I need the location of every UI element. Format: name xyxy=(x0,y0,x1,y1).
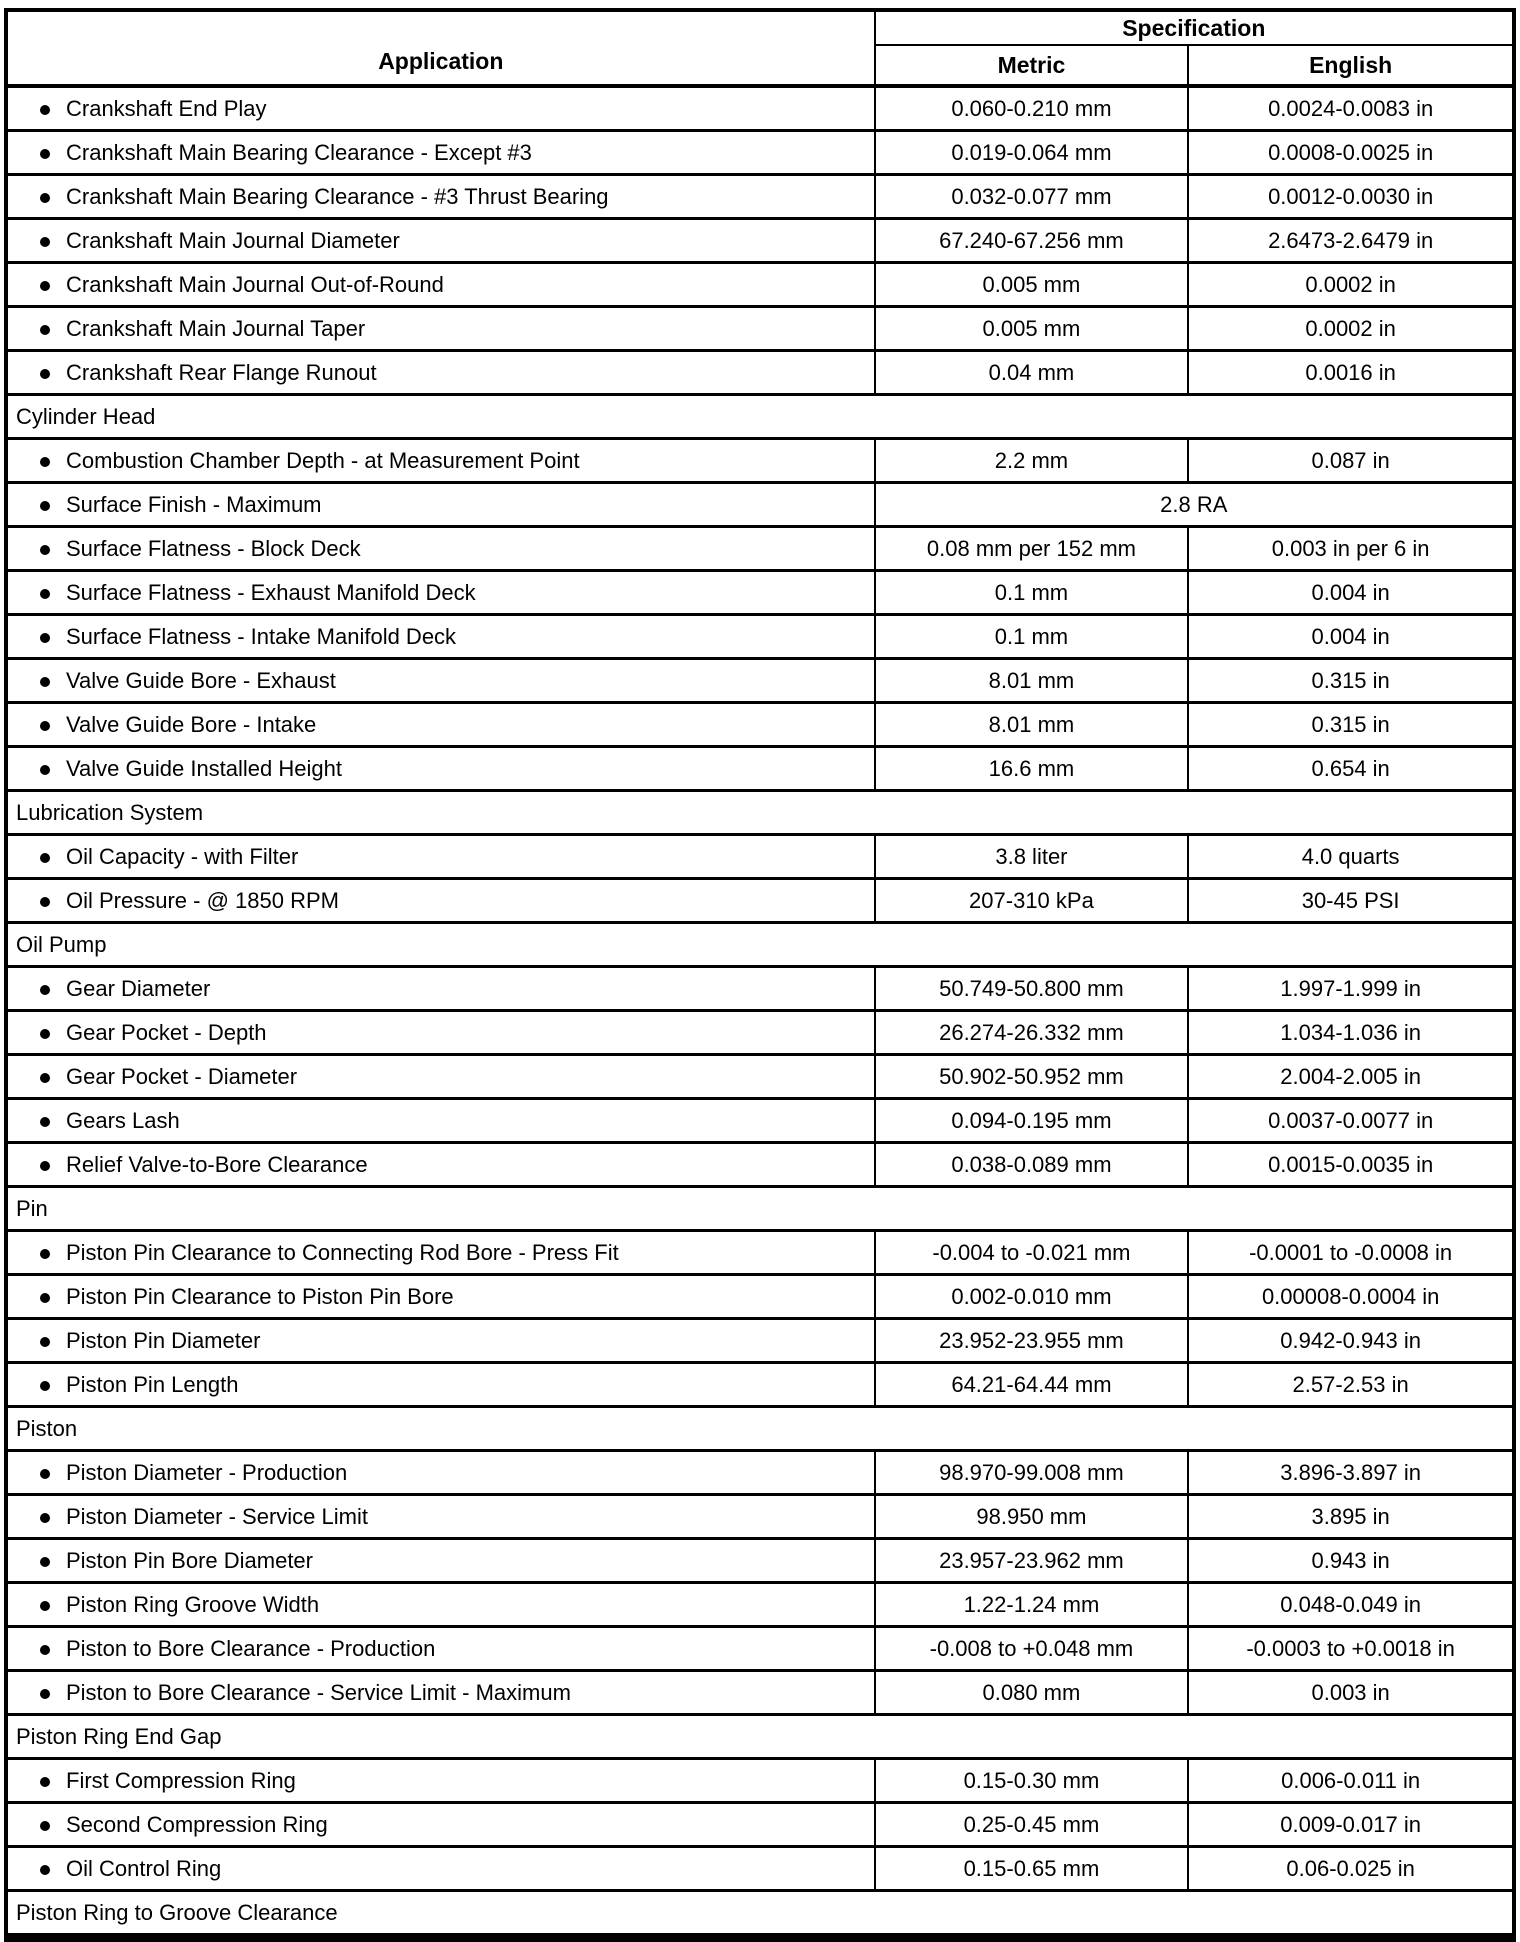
english-value: 0.004 in xyxy=(1188,615,1514,659)
application-label: Crankshaft Main Bearing Clearance - Except #3 xyxy=(66,139,532,165)
english-value: 30-45 PSI xyxy=(1188,879,1514,923)
spec-row xyxy=(6,131,1514,175)
metric-value: 0.019-0.064 mm xyxy=(875,131,1189,175)
english-value: 0.0016 in xyxy=(1188,351,1514,395)
merged-spec-value: 2.8 RA xyxy=(875,483,1514,527)
bullet-icon xyxy=(40,897,50,907)
english-column-header: English xyxy=(1188,45,1514,86)
application-cell xyxy=(6,86,875,131)
application-cell xyxy=(6,175,875,219)
spec-row xyxy=(6,747,1514,791)
spec-row xyxy=(6,1671,1514,1715)
metric-value: 0.032-0.077 mm xyxy=(875,175,1189,219)
application-cell xyxy=(6,219,875,263)
application-label: Crankshaft Main Journal Taper xyxy=(66,315,366,341)
section-header: Piston Ring End Gap xyxy=(6,1715,1514,1759)
application-cell xyxy=(6,1627,875,1671)
spec-row xyxy=(6,659,1514,703)
application-label: Oil Pressure - @ 1850 RPM xyxy=(66,887,339,913)
english-value: 1.997-1.999 in xyxy=(1188,967,1514,1011)
metric-value: 0.1 mm xyxy=(875,571,1189,615)
application-cell xyxy=(6,879,875,923)
application-label: Valve Guide Installed Height xyxy=(66,755,342,781)
application-cell xyxy=(6,571,875,615)
english-value: 0.048-0.049 in xyxy=(1188,1583,1514,1627)
bullet-icon xyxy=(40,1117,50,1127)
spec-row xyxy=(6,1275,1514,1319)
metric-value: 0.15-0.30 mm xyxy=(875,1759,1189,1803)
application-label: First Compression Ring xyxy=(66,1767,296,1793)
bullet-icon xyxy=(40,1337,50,1347)
bullet-icon xyxy=(40,1249,50,1259)
metric-value: 16.6 mm xyxy=(875,747,1189,791)
bullet-icon xyxy=(40,853,50,863)
english-value: 0.0008-0.0025 in xyxy=(1188,131,1514,175)
application-label: Crankshaft Rear Flange Runout xyxy=(66,359,377,385)
application-label: Combustion Chamber Depth - at Measurement Point xyxy=(66,447,580,473)
application-label: Gear Pocket - Depth xyxy=(66,1019,267,1045)
application-cell xyxy=(6,659,875,703)
english-value: 0.654 in xyxy=(1188,747,1514,791)
application-label: Piston Pin Clearance to Connecting Rod Bore - Press Fit xyxy=(66,1239,619,1265)
metric-value: 23.952-23.955 mm xyxy=(875,1319,1189,1363)
metric-value: 50.749-50.800 mm xyxy=(875,967,1189,1011)
spec-row xyxy=(6,1055,1514,1099)
english-value: 3.896-3.897 in xyxy=(1188,1451,1514,1495)
spec-row xyxy=(6,1539,1514,1583)
metric-value: 0.080 mm xyxy=(875,1671,1189,1715)
spec-row xyxy=(6,1759,1514,1803)
section-row xyxy=(6,791,1514,835)
spec-row xyxy=(6,1803,1514,1847)
bullet-icon xyxy=(40,633,50,643)
application-label: Crankshaft Main Bearing Clearance - #3 Thrust Bearing xyxy=(66,183,609,209)
english-value: 0.0037-0.0077 in xyxy=(1188,1099,1514,1143)
application-cell xyxy=(6,1099,875,1143)
metric-value: 98.970-99.008 mm xyxy=(875,1451,1189,1495)
application-label: Valve Guide Bore - Intake xyxy=(66,711,317,737)
application-cell xyxy=(6,351,875,395)
spec-row xyxy=(6,86,1514,131)
spec-table-header xyxy=(6,10,1514,86)
application-label: Relief Valve-to-Bore Clearance xyxy=(66,1151,368,1177)
application-cell xyxy=(6,1671,875,1715)
application-label: Valve Guide Bore - Exhaust xyxy=(66,667,336,693)
application-label: Surface Finish - Maximum xyxy=(66,491,322,517)
spec-row xyxy=(6,351,1514,395)
english-value: 0.0002 in xyxy=(1188,263,1514,307)
spec-row xyxy=(6,1627,1514,1671)
english-value: 2.6473-2.6479 in xyxy=(1188,219,1514,263)
application-cell xyxy=(6,967,875,1011)
bullet-icon xyxy=(40,1029,50,1039)
metric-value: 0.094-0.195 mm xyxy=(875,1099,1189,1143)
metric-value: 0.15-0.65 mm xyxy=(875,1847,1189,1891)
english-value: 0.006-0.011 in xyxy=(1188,1759,1514,1803)
section-header: Oil Pump xyxy=(6,923,1514,967)
spec-row xyxy=(6,1847,1514,1891)
bullet-icon xyxy=(40,545,50,555)
application-label: Piston Pin Length xyxy=(66,1371,239,1397)
application-cell xyxy=(6,835,875,879)
application-cell xyxy=(6,527,875,571)
application-cell xyxy=(6,1275,875,1319)
english-value: 2.004-2.005 in xyxy=(1188,1055,1514,1099)
section-header: Piston xyxy=(6,1407,1514,1451)
bullet-icon xyxy=(40,1601,50,1611)
spec-row xyxy=(6,1011,1514,1055)
spec-row xyxy=(6,1319,1514,1363)
metric-value: 0.005 mm xyxy=(875,307,1189,351)
spec-row xyxy=(6,1231,1514,1275)
application-cell xyxy=(6,263,875,307)
english-value: 4.0 quarts xyxy=(1188,835,1514,879)
metric-value: 2.2 mm xyxy=(875,439,1189,483)
spec-row xyxy=(6,175,1514,219)
metric-value: 64.21-64.44 mm xyxy=(875,1363,1189,1407)
english-value: 1.034-1.036 in xyxy=(1188,1011,1514,1055)
spec-row xyxy=(6,527,1514,571)
english-value: 0.315 in xyxy=(1188,659,1514,703)
metric-value: 23.957-23.962 mm xyxy=(875,1539,1189,1583)
bullet-icon xyxy=(40,1821,50,1831)
application-cell xyxy=(6,1319,875,1363)
bullet-icon xyxy=(40,1513,50,1523)
spec-row xyxy=(6,1451,1514,1495)
spec-row xyxy=(6,483,1514,527)
application-cell xyxy=(6,1231,875,1275)
spec-row xyxy=(6,263,1514,307)
bullet-icon xyxy=(40,1557,50,1567)
application-label: Piston to Bore Clearance - Production xyxy=(66,1635,436,1661)
metric-value: 0.038-0.089 mm xyxy=(875,1143,1189,1187)
application-cell xyxy=(6,1055,875,1099)
bullet-icon xyxy=(40,501,50,511)
english-value: 0.009-0.017 in xyxy=(1188,1803,1514,1847)
section-header: Pin xyxy=(6,1187,1514,1231)
spec-row xyxy=(6,703,1514,747)
bullet-icon xyxy=(40,1645,50,1655)
bullet-icon xyxy=(40,1689,50,1699)
bullet-icon xyxy=(40,325,50,335)
english-value: 0.087 in xyxy=(1188,439,1514,483)
metric-value: 0.04 mm xyxy=(875,351,1189,395)
bullet-icon xyxy=(40,149,50,159)
metric-value: 98.950 mm xyxy=(875,1495,1189,1539)
english-value: 2.57-2.53 in xyxy=(1188,1363,1514,1407)
bullet-icon xyxy=(40,1777,50,1787)
english-value: -0.0003 to +0.0018 in xyxy=(1188,1627,1514,1671)
bullet-icon xyxy=(40,1469,50,1479)
english-value: 0.003 in xyxy=(1188,1671,1514,1715)
english-value: 0.315 in xyxy=(1188,703,1514,747)
spec-row xyxy=(6,439,1514,483)
metric-value: 8.01 mm xyxy=(875,659,1189,703)
bullet-icon xyxy=(40,1161,50,1171)
application-label: Surface Flatness - Block Deck xyxy=(66,535,361,561)
application-cell xyxy=(6,615,875,659)
section-header: Cylinder Head xyxy=(6,395,1514,439)
application-cell xyxy=(6,1363,875,1407)
application-cell xyxy=(6,131,875,175)
application-cell xyxy=(6,1011,875,1055)
application-cell xyxy=(6,1803,875,1847)
application-label: Second Compression Ring xyxy=(66,1811,328,1837)
bullet-icon xyxy=(40,677,50,687)
metric-value: -0.008 to +0.048 mm xyxy=(875,1627,1189,1671)
header-row-specification xyxy=(6,10,1514,45)
spec-row xyxy=(6,1583,1514,1627)
engine-spec-table xyxy=(4,8,1516,1942)
application-cell xyxy=(6,1143,875,1187)
application-label: Oil Capacity - with Filter xyxy=(66,843,299,869)
application-label: Surface Flatness - Exhaust Manifold Deck xyxy=(66,579,476,605)
bullet-icon xyxy=(40,1381,50,1391)
application-label: Gear Pocket - Diameter xyxy=(66,1063,298,1089)
spec-row xyxy=(6,967,1514,1011)
bullet-icon xyxy=(40,193,50,203)
section-header: Piston Ring to Groove Clearance xyxy=(6,1891,1514,1938)
metric-value: 0.1 mm xyxy=(875,615,1189,659)
application-label: Piston Pin Bore Diameter xyxy=(66,1547,313,1573)
spec-row xyxy=(6,1143,1514,1187)
application-cell xyxy=(6,439,875,483)
metric-value: 67.240-67.256 mm xyxy=(875,219,1189,263)
metric-value: 1.22-1.24 mm xyxy=(875,1583,1189,1627)
application-cell xyxy=(6,1583,875,1627)
english-value: 0.00008-0.0004 in xyxy=(1188,1275,1514,1319)
english-value: 0.06-0.025 in xyxy=(1188,1847,1514,1891)
metric-value: 3.8 liter xyxy=(875,835,1189,879)
application-label: Oil Control Ring xyxy=(66,1855,222,1881)
english-value: 0.004 in xyxy=(1188,571,1514,615)
application-label: Surface Flatness - Intake Manifold Deck xyxy=(66,623,457,649)
spec-row xyxy=(6,1363,1514,1407)
bullet-icon xyxy=(40,457,50,467)
metric-value: 50.902-50.952 mm xyxy=(875,1055,1189,1099)
application-cell xyxy=(6,703,875,747)
metric-value: 0.002-0.010 mm xyxy=(875,1275,1189,1319)
section-row xyxy=(6,1715,1514,1759)
spec-row xyxy=(6,879,1514,923)
spec-row xyxy=(6,835,1514,879)
bullet-icon xyxy=(40,1293,50,1303)
metric-column-header: Metric xyxy=(875,45,1189,86)
section-row xyxy=(6,1187,1514,1231)
application-label: Piston to Bore Clearance - Service Limit - Maximum xyxy=(66,1679,571,1705)
section-row xyxy=(6,923,1514,967)
application-cell xyxy=(6,307,875,351)
english-value: 0.0002 in xyxy=(1188,307,1514,351)
bullet-icon xyxy=(40,721,50,731)
english-value: 3.895 in xyxy=(1188,1495,1514,1539)
application-cell xyxy=(6,747,875,791)
application-cell xyxy=(6,1759,875,1803)
application-label: Piston Pin Clearance to Piston Pin Bore xyxy=(66,1283,454,1309)
metric-value: 8.01 mm xyxy=(875,703,1189,747)
metric-value: 207-310 kPa xyxy=(875,879,1189,923)
application-label: Piston Diameter - Service Limit xyxy=(66,1503,368,1529)
application-label: Piston Pin Diameter xyxy=(66,1327,261,1353)
spec-row xyxy=(6,1495,1514,1539)
application-label: Piston Ring Groove Width xyxy=(66,1591,320,1617)
application-column-header: Application xyxy=(6,10,875,86)
application-label: Crankshaft Main Journal Out-of-Round xyxy=(66,271,444,297)
specification-column-header: Specification xyxy=(875,10,1514,45)
english-value: 0.942-0.943 in xyxy=(1188,1319,1514,1363)
section-row xyxy=(6,395,1514,439)
metric-value: 0.060-0.210 mm xyxy=(875,86,1189,131)
english-value: -0.0001 to -0.0008 in xyxy=(1188,1231,1514,1275)
english-value: 0.0015-0.0035 in xyxy=(1188,1143,1514,1187)
section-row xyxy=(6,1891,1514,1938)
bullet-icon xyxy=(40,1865,50,1875)
spec-row xyxy=(6,615,1514,659)
application-cell xyxy=(6,1847,875,1891)
metric-value: 0.005 mm xyxy=(875,263,1189,307)
section-row xyxy=(6,1407,1514,1451)
spec-table-body xyxy=(6,86,1514,1938)
spec-row xyxy=(6,571,1514,615)
spec-row xyxy=(6,1099,1514,1143)
application-label: Gears Lash xyxy=(66,1107,180,1133)
bullet-icon xyxy=(40,237,50,247)
bullet-icon xyxy=(40,369,50,379)
section-header: Lubrication System xyxy=(6,791,1514,835)
english-value: 0.0012-0.0030 in xyxy=(1188,175,1514,219)
bullet-icon xyxy=(40,765,50,775)
spec-row xyxy=(6,307,1514,351)
application-label: Crankshaft End Play xyxy=(66,95,267,121)
english-value: 0.003 in per 6 in xyxy=(1188,527,1514,571)
application-cell xyxy=(6,1539,875,1583)
bullet-icon xyxy=(40,589,50,599)
bullet-icon xyxy=(40,1073,50,1083)
bullet-icon xyxy=(40,105,50,115)
metric-value: -0.004 to -0.021 mm xyxy=(875,1231,1189,1275)
application-cell xyxy=(6,1451,875,1495)
english-value: 0.0024-0.0083 in xyxy=(1188,86,1514,131)
bullet-icon xyxy=(40,281,50,291)
metric-value: 26.274-26.332 mm xyxy=(875,1011,1189,1055)
application-cell xyxy=(6,1495,875,1539)
spec-row xyxy=(6,219,1514,263)
metric-value: 0.08 mm per 152 mm xyxy=(875,527,1189,571)
application-label: Crankshaft Main Journal Diameter xyxy=(66,227,400,253)
english-value: 0.943 in xyxy=(1188,1539,1514,1583)
application-label: Gear Diameter xyxy=(66,975,211,1001)
bullet-icon xyxy=(40,985,50,995)
application-cell xyxy=(6,483,875,527)
metric-value: 0.25-0.45 mm xyxy=(875,1803,1189,1847)
application-label: Piston Diameter - Production xyxy=(66,1459,348,1485)
